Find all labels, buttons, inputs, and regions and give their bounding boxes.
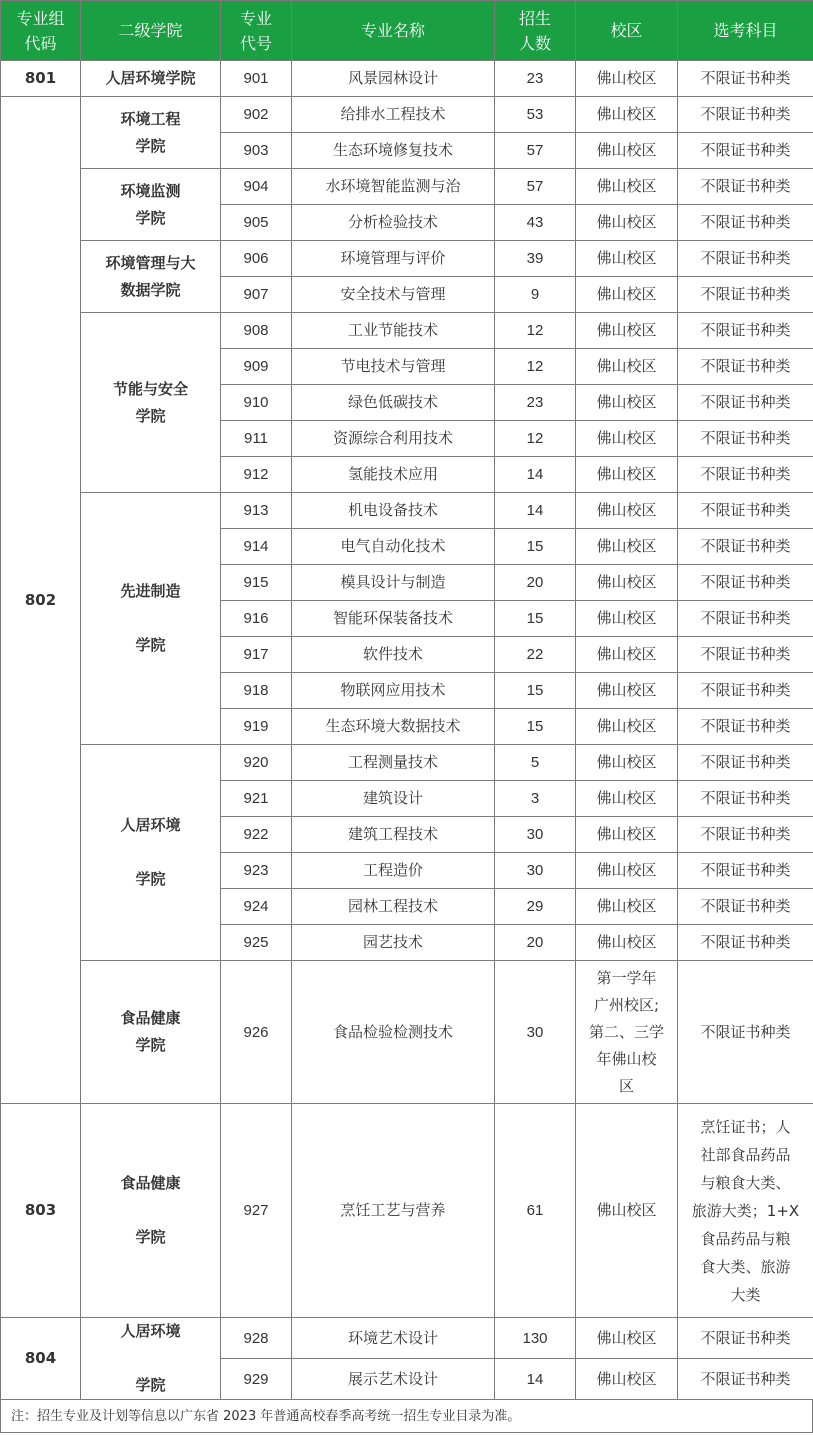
major-name: 机电设备技术	[292, 493, 495, 529]
subject-requirement: 不限证书种类	[678, 457, 813, 493]
college-cell: 环境工程 学院	[81, 97, 221, 169]
campus: 佛山校区	[576, 637, 678, 673]
subject-requirement: 不限证书种类	[678, 781, 813, 817]
campus: 佛山校区	[576, 925, 678, 961]
header-group-code: 专业组 代码	[1, 1, 81, 61]
campus: 佛山校区	[576, 313, 678, 349]
major-name: 建筑设计	[292, 781, 495, 817]
campus: 佛山校区	[576, 169, 678, 205]
college-cell: 节能与安全 学院	[81, 313, 221, 493]
major-code: 920	[221, 745, 292, 781]
college-cell: 食品健康 学院	[81, 1104, 221, 1318]
subject-requirement: 不限证书种类	[678, 853, 813, 889]
subject-requirement: 不限证书种类	[678, 529, 813, 565]
table-row	[1, 61, 813, 97]
campus: 佛山校区	[576, 349, 678, 385]
major-name: 绿色低碳技术	[292, 385, 495, 421]
subject-requirement: 不限证书种类	[678, 61, 813, 97]
major-name: 资源综合利用技术	[292, 421, 495, 457]
table-row	[1, 1104, 813, 1318]
subject-requirement: 不限证书种类	[678, 133, 813, 169]
subject-requirement: 不限证书种类	[678, 349, 813, 385]
major-code: 907	[221, 277, 292, 313]
group-code-801: 801	[1, 61, 81, 97]
table-row	[1, 493, 813, 529]
enroll-count: 30	[495, 961, 576, 1104]
subject-requirement: 不限证书种类	[678, 97, 813, 133]
enroll-count: 57	[495, 169, 576, 205]
major-name: 展示艺术设计	[292, 1359, 495, 1400]
major-code: 908	[221, 313, 292, 349]
major-name: 氢能技术应用	[292, 457, 495, 493]
major-code: 923	[221, 853, 292, 889]
major-name: 工程测量技术	[292, 745, 495, 781]
subject-requirement: 不限证书种类	[678, 169, 813, 205]
subject-requirement: 不限证书种类	[678, 313, 813, 349]
campus: 佛山校区	[576, 277, 678, 313]
campus: 佛山校区	[576, 601, 678, 637]
major-code: 916	[221, 601, 292, 637]
table-row	[1, 961, 813, 1104]
header-major-code: 专业 代号	[221, 1, 292, 61]
subject-requirement: 不限证书种类	[678, 205, 813, 241]
subject-requirement: 不限证书种类	[678, 745, 813, 781]
major-code: 915	[221, 565, 292, 601]
major-name: 模具设计与制造	[292, 565, 495, 601]
enroll-count: 57	[495, 133, 576, 169]
subject-requirement: 不限证书种类	[678, 889, 813, 925]
major-name: 园林工程技术	[292, 889, 495, 925]
enroll-count: 22	[495, 637, 576, 673]
enroll-count: 3	[495, 781, 576, 817]
major-code: 922	[221, 817, 292, 853]
major-name: 生态环境大数据技术	[292, 709, 495, 745]
major-name: 建筑工程技术	[292, 817, 495, 853]
enroll-count: 39	[495, 241, 576, 277]
enroll-count: 43	[495, 205, 576, 241]
major-name: 水环境智能监测与治	[292, 169, 495, 205]
major-code: 924	[221, 889, 292, 925]
college-cell: 食品健康 学院	[81, 961, 221, 1104]
campus: 佛山校区	[576, 493, 678, 529]
campus: 佛山校区	[576, 565, 678, 601]
major-name: 安全技术与管理	[292, 277, 495, 313]
enroll-count: 14	[495, 1359, 576, 1400]
enroll-count: 12	[495, 349, 576, 385]
subject-requirement: 不限证书种类	[678, 1318, 813, 1359]
campus: 佛山校区	[576, 133, 678, 169]
major-code: 918	[221, 673, 292, 709]
major-code: 910	[221, 385, 292, 421]
college-cell: 人居环境 学院	[81, 745, 221, 961]
major-code: 905	[221, 205, 292, 241]
major-code: 906	[221, 241, 292, 277]
major-name: 节电技术与管理	[292, 349, 495, 385]
enroll-count: 30	[495, 853, 576, 889]
major-name: 电气自动化技术	[292, 529, 495, 565]
major-code: 929	[221, 1359, 292, 1400]
enroll-count: 23	[495, 385, 576, 421]
enroll-count: 53	[495, 97, 576, 133]
major-name: 环境艺术设计	[292, 1318, 495, 1359]
major-name: 环境管理与评价	[292, 241, 495, 277]
subject-requirement: 不限证书种类	[678, 961, 813, 1104]
subject-requirement: 不限证书种类	[678, 241, 813, 277]
enroll-count: 15	[495, 673, 576, 709]
table-row	[1, 97, 813, 133]
subject-requirement: 不限证书种类	[678, 637, 813, 673]
college-cell: 人居环境 学院	[81, 1318, 221, 1400]
enroll-count: 14	[495, 493, 576, 529]
campus: 佛山校区	[576, 421, 678, 457]
major-name: 园艺技术	[292, 925, 495, 961]
college-cell: 环境管理与大 数据学院	[81, 241, 221, 313]
major-name: 食品检验检测技术	[292, 961, 495, 1104]
major-code: 902	[221, 97, 292, 133]
header-enroll-count: 招生 人数	[495, 1, 576, 61]
enroll-count: 14	[495, 457, 576, 493]
major-code: 914	[221, 529, 292, 565]
college-cell: 人居环境学院	[81, 61, 221, 97]
subject-requirement: 不限证书种类	[678, 277, 813, 313]
major-name: 给排水工程技术	[292, 97, 495, 133]
campus: 佛山校区	[576, 781, 678, 817]
campus: 佛山校区	[576, 529, 678, 565]
group-code-802: 802	[1, 97, 81, 1104]
campus: 佛山校区	[576, 1318, 678, 1359]
enroll-count: 15	[495, 529, 576, 565]
campus: 佛山校区	[576, 853, 678, 889]
subject-requirement: 不限证书种类	[678, 421, 813, 457]
major-code: 901	[221, 61, 292, 97]
subject-requirement: 不限证书种类	[678, 709, 813, 745]
major-name: 烹饪工艺与营养	[292, 1104, 495, 1318]
major-code: 917	[221, 637, 292, 673]
header-campus: 校区	[576, 1, 678, 61]
enroll-count: 15	[495, 709, 576, 745]
major-code: 912	[221, 457, 292, 493]
major-code: 911	[221, 421, 292, 457]
subject-requirement: 不限证书种类	[678, 565, 813, 601]
major-name: 工业节能技术	[292, 313, 495, 349]
subject-requirement: 烹饪证书；人 社部食品药品 与粮食大类、 旅游大类；1+X 食品药品与粮 食大类、旅游 大类	[678, 1104, 813, 1318]
major-code: 909	[221, 349, 292, 385]
subject-requirement: 不限证书种类	[678, 925, 813, 961]
major-code: 927	[221, 1104, 292, 1318]
subject-requirement: 不限证书种类	[678, 1359, 813, 1400]
table-row	[1, 1318, 813, 1359]
enroll-count: 15	[495, 601, 576, 637]
subject-requirement: 不限证书种类	[678, 385, 813, 421]
subject-requirement: 不限证书种类	[678, 673, 813, 709]
subject-requirement: 不限证书种类	[678, 817, 813, 853]
enroll-count: 20	[495, 565, 576, 601]
major-name: 工程造价	[292, 853, 495, 889]
campus: 佛山校区	[576, 889, 678, 925]
campus: 佛山校区	[576, 1104, 678, 1318]
major-name: 分析检验技术	[292, 205, 495, 241]
table-row	[1, 745, 813, 781]
college-cell: 环境监测 学院	[81, 169, 221, 241]
group-code-804: 804	[1, 1318, 81, 1400]
campus: 佛山校区	[576, 241, 678, 277]
header-subjects: 选考科目	[678, 1, 813, 61]
major-code: 921	[221, 781, 292, 817]
campus: 佛山校区	[576, 61, 678, 97]
major-code: 904	[221, 169, 292, 205]
enroll-count: 61	[495, 1104, 576, 1318]
subject-requirement: 不限证书种类	[678, 493, 813, 529]
major-name: 风景园林设计	[292, 61, 495, 97]
major-name: 物联网应用技术	[292, 673, 495, 709]
major-name: 生态环境修复技术	[292, 133, 495, 169]
enroll-count: 29	[495, 889, 576, 925]
major-code: 925	[221, 925, 292, 961]
campus: 佛山校区	[576, 1359, 678, 1400]
enroll-count: 5	[495, 745, 576, 781]
table-row	[1, 169, 813, 205]
campus: 佛山校区	[576, 745, 678, 781]
campus: 佛山校区	[576, 205, 678, 241]
major-code: 926	[221, 961, 292, 1104]
table-row	[1, 241, 813, 277]
campus: 佛山校区	[576, 385, 678, 421]
enroll-count: 9	[495, 277, 576, 313]
campus: 佛山校区	[576, 817, 678, 853]
header-major-name: 专业名称	[292, 1, 495, 61]
campus: 第一学年 广州校区; 第二、三学 年佛山校 区	[576, 961, 678, 1104]
major-code: 919	[221, 709, 292, 745]
campus: 佛山校区	[576, 709, 678, 745]
enroll-count: 20	[495, 925, 576, 961]
enroll-count: 130	[495, 1318, 576, 1359]
footnote: 注：招生专业及计划等信息以广东省 2023 年普通高校春季高考统一招生专业目录为准。	[0, 1400, 813, 1433]
college-cell: 先进制造 学院	[81, 493, 221, 745]
campus: 佛山校区	[576, 97, 678, 133]
major-name: 智能环保装备技术	[292, 601, 495, 637]
campus: 佛山校区	[576, 457, 678, 493]
enroll-count: 12	[495, 421, 576, 457]
major-code: 928	[221, 1318, 292, 1359]
major-code: 903	[221, 133, 292, 169]
enroll-count: 23	[495, 61, 576, 97]
campus: 佛山校区	[576, 673, 678, 709]
major-name: 软件技术	[292, 637, 495, 673]
enroll-count: 12	[495, 313, 576, 349]
subject-requirement: 不限证书种类	[678, 601, 813, 637]
table-header-row	[1, 1, 813, 61]
major-code: 913	[221, 493, 292, 529]
table-row	[1, 313, 813, 349]
enroll-count: 30	[495, 817, 576, 853]
group-code-803: 803	[1, 1104, 81, 1318]
header-college: 二级学院	[81, 1, 221, 61]
